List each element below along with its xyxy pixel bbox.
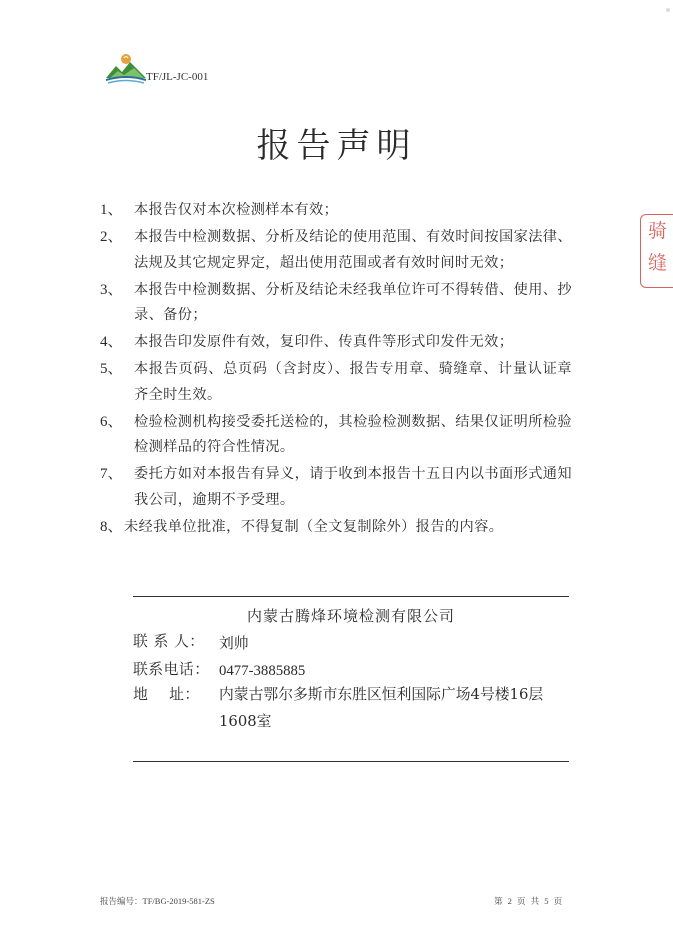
declaration-item	[100, 515, 572, 541]
page-title: 报告声明	[256, 126, 417, 166]
declaration-item	[100, 278, 572, 329]
item-number: 6、	[100, 413, 123, 430]
address-value: 内蒙古鄂尔多斯市东胜区恒利国际广场4号楼16层1608室	[219, 686, 544, 730]
corner-mark	[666, 8, 670, 12]
divider-bottom	[133, 761, 569, 762]
declaration-item	[100, 462, 572, 513]
address-label: 地 址：	[133, 686, 200, 703]
address-row	[133, 681, 573, 735]
item-number: 3、	[100, 281, 123, 298]
report-number: 报告编号：TF/BG-2019-581-ZS	[100, 896, 215, 906]
contact-label: 联 系 人：	[133, 633, 205, 650]
phone-label: 联系电话：	[133, 661, 210, 678]
page-number: 第 2 页 共 5 页	[494, 896, 563, 906]
item-number: 1、	[100, 202, 123, 218]
item-number: 7、	[100, 466, 123, 482]
item-text: 本报告页码、总页码（含封皮）、报告专用章、骑缝章、计量认证章齐全时生效。	[134, 361, 572, 403]
item-number: 2、	[100, 229, 123, 245]
company-name: 内蒙古腾烽环境检测有限公司	[246, 607, 455, 625]
item-number: 8、	[100, 518, 123, 535]
contact-value: 刘帅	[219, 635, 249, 652]
item-text: 本报告仅对本次检测样本有效；	[134, 202, 339, 218]
item-number: 4、	[100, 334, 123, 350]
item-text: 委托方如对本报告有异义，请于收到本报告十五日内以书面形式通知我公司，逾期不予受理。	[134, 466, 572, 508]
item-number: 5、	[100, 361, 123, 377]
item-text: 本报告中检测数据、分析及结论的使用范围、有效时间按国家法律、法规及其它规定界定，超出使用范围或者有效时间时无效；	[134, 229, 572, 271]
declaration-item	[100, 198, 572, 224]
item-text: 未经我单位批准，不得复制（全文复制除外）报告的内容。	[124, 518, 504, 535]
mountain-logo-icon	[104, 52, 148, 86]
item-text: 本报告中检测数据、分析及结论未经我单位许可不得转借、使用、抄录、备份；	[134, 281, 572, 323]
item-text: 检验检测机构接受委托送检的，其检验检测数据、结果仅证明所检验检测样品的符合性情况。	[134, 413, 572, 455]
seam-seal-stamp	[640, 214, 673, 288]
document-code: TF/JL-JC-001	[146, 71, 209, 83]
contact-row	[133, 630, 573, 657]
divider-top	[133, 596, 569, 597]
declaration-item	[100, 225, 572, 276]
declaration-list	[100, 198, 572, 542]
item-text: 本报告印发原件有效，复印件、传真件等形式印发件无效；	[134, 334, 514, 350]
declaration-item	[100, 330, 572, 356]
seal-text: 骑缝	[647, 220, 667, 274]
phone-value: 0477-3885885	[219, 663, 306, 679]
declaration-item	[100, 357, 572, 408]
declaration-item	[100, 410, 572, 461]
